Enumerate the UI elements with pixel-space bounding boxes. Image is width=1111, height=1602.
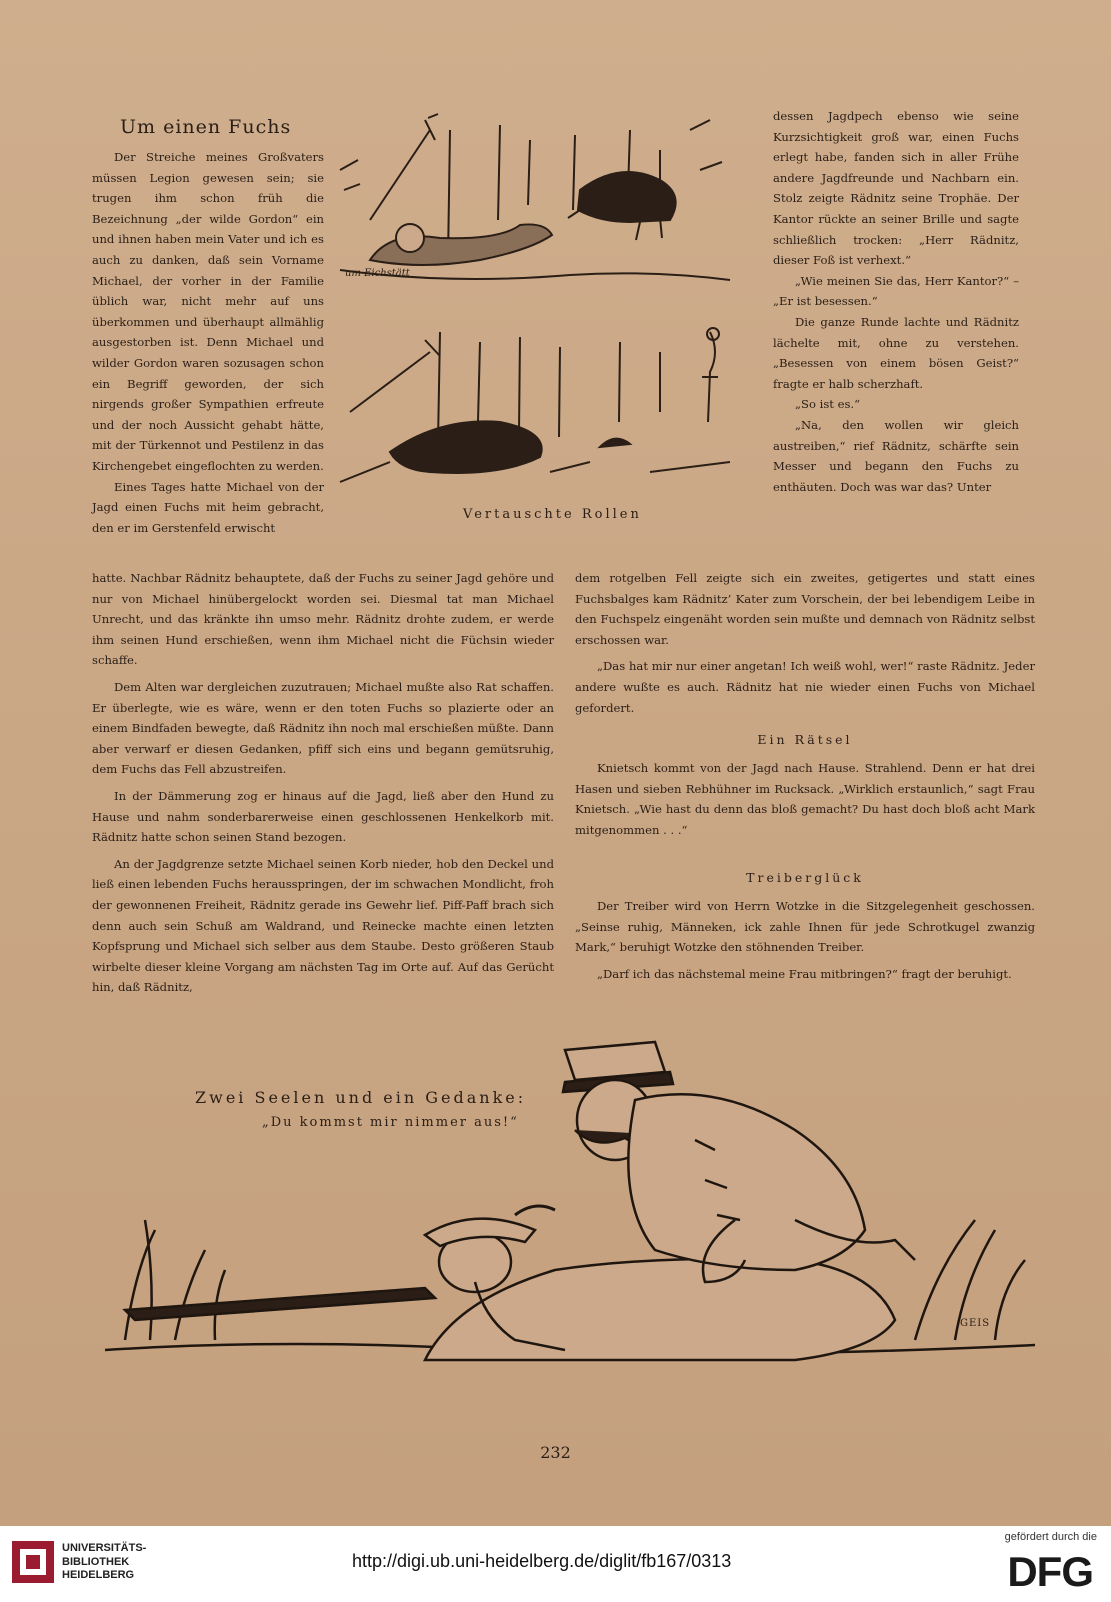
article2-paragraph: Knietsch kommt von der Jagd nach Hause. Strahlend. Denn er hat drei Hasen und sieben Rebhühner im Rucksack. „Wirklich erstaunlich,“ sagt Frau Knietsch. „Wie hast du denn das bloß gemacht? Du hast doch bloß acht Mark mitgenommen . . .“ xyxy=(575,761,1035,837)
digitization-footer xyxy=(0,1526,1111,1602)
article-title-ein-raetsel: Ein Rätsel xyxy=(757,732,853,747)
funding-credit: gefördert durch die xyxy=(1004,1531,1097,1543)
article1-right-column xyxy=(773,106,1019,497)
article1-left-column xyxy=(92,147,324,538)
article1-left-paragraph: Eines Tages hatte Michael von der Jagd einen Fuchs mit heim gebracht, den er im Gerstenfeld erwischt xyxy=(92,479,324,535)
article1-right-paragraph: „Wie meinen Sie das, Herr Kantor?“ – „Er ist besessen.“ xyxy=(773,273,1019,309)
cartoon-quote: „Du kommst mir nimmer aus!“ xyxy=(262,1115,519,1130)
illustration-middle-reversed-roles xyxy=(330,322,750,492)
article1-main-paragraph: An der Jagdgrenze setzte Michael seinen Korb nieder, hob den Deckel und ließ einen lebenden Fuchs herausspringen, der im schwachen Mondlicht, froh der gewonnenen Freiheit, Rädnitz gerade ins Gewehr lief. Piff-Paff brach sich denn auch sein Schuß am Waldrand, und Reinecke machte einen letzten Kopfsprung und Michael sich selber aus dem Staube. Desto größeren Staub wirbelte dieser kleine Vorgang am nächsten Tag im Orte auf. Auf das Gerücht hin, daß Rädnitz, xyxy=(92,856,554,995)
article1-ending-paragraph: „Das hat mir nur einer angetan! Ich weiß wohl, wer!“ raste Rädnitz. Jeder andere wußte es auch. Rädnitz hat nie wieder einen Fuchs von Michael gefordert. xyxy=(575,659,1035,715)
article2-body xyxy=(575,758,1035,840)
article-title-um-einen-fuchs: Um einen Fuchs xyxy=(120,116,292,138)
university-library-logo-icon xyxy=(12,1541,54,1583)
article1-main-paragraph: In der Dämmerung zog er hinaus auf die Jagd, ließ aber den Hund zu Hause und nahm sonderbarerweise einen geschlossenen Henkelkorb mit. Rädnitz hatte schon seinen Stand bezogen. xyxy=(92,788,554,845)
article1-right-paragraph: dessen Jagdpech ebenso wie seine Kurzsichtigkeit groß war, einen Fuchs erlegt habe, fanden sich in aller Frühe andere Jagdfreunde und Nachbarn ein. Stolz zeigte Rädnitz seine Trophäe. Der Kantor rückte an seiner Brille und sagte schließlich trocken: „Herr Rädnitz, dieser Foß ist verhext.“ xyxy=(773,109,1019,268)
library-name-line: UNIVERSITÄTS- xyxy=(62,1542,147,1554)
library-name-line: HEIDELBERG xyxy=(62,1569,135,1581)
cartoon-signature: GEIS xyxy=(960,1318,991,1329)
illustration-top-signature: um Eichstätt xyxy=(345,268,410,279)
permalink-url[interactable]: http://digi.ub.uni-heidelberg.de/diglit/fb167/0313 xyxy=(352,1551,732,1571)
article1-right-paragraph: Die ganze Runde lachte und Rädnitz lächelte mit, ohne zu verstehen. „Besessen von einem bösen Geist?“ fragte er halb scherzhaft. xyxy=(773,314,1019,391)
illustration-caption: Vertauschte Rollen xyxy=(463,507,642,522)
article1-left-paragraph: Der Streiche meines Großvaters müssen Legion gewesen sein; sie trugen ihm schon früh die Bezeichnung „der wilde Gordon“ ein und ihnen haben mein Vater und ich es auch zu danken, daß sein Vorname Michael, der vorher in der Familie üblich war, nicht mehr auf uns überkommen und überhaupt allmählig ausgestorben ist. Denn Michael und wilder Gordon waren sozusagen schon ein Begriff geworden, der sich nirgends großer Sympathien erfreute und der noch Aussicht gehabt hätte, mit der Türkennot und Pestilenz in das Kirchengebet eingeflochten zu werden. xyxy=(92,150,324,473)
article1-right-paragraph: „Na, den wollen wir gleich austreiben,“ rief Rädnitz, schärfte sein Messer und begann den Fuchs zu enthäuten. Doch was war das? Unter xyxy=(773,417,1019,494)
article-title-treiberglueck: Treiberglück xyxy=(746,870,864,885)
library-name-line: BIBLIOTHEK xyxy=(62,1555,130,1568)
dfg-logo: DFG xyxy=(1007,1548,1093,1595)
cartoon-illustration-two-hunters xyxy=(95,1020,1045,1400)
article1-ending-column xyxy=(575,568,1035,718)
article1-main-paragraph: hatte. Nachbar Rädnitz behauptete, daß der Fuchs zu seiner Jagd gehöre und nur von Michael hinübergelockt worden sei. Diesmal tat man Michael Unrecht, und das kränkte ihn umso mehr. Rädnitz drohte zudem, er werde ihm seinen Hund erschießen, wenn ihm Michael nicht die Füchsin wieder schaffe. xyxy=(92,571,554,668)
article3-body xyxy=(575,896,1035,984)
article1-right-paragraph: „So ist es.“ xyxy=(795,397,861,412)
article3-paragraph: Der Treiber wird von Herrn Wotzke in die Sitzgelegenheit geschossen. „Seinse ruhig, Männeken, ick zahle Ihnen für jede Schrotkugel zwanzig Mark,“ beruhigt Wotzke den stöhnenden Treiber. xyxy=(575,899,1035,955)
article1-main-column xyxy=(92,568,554,998)
cartoon-title: Zwei Seelen und ein Gedanke: xyxy=(195,1088,527,1107)
article1-main-paragraph: Dem Alten war dergleichen zuzutrauen; Michael mußte also Rat schaffen. Er überlegte, wie es wäre, wenn er den toten Fuchs so plazierte oder an einem Bindfaden bewegte, daß Rädnitz ihn noch mal erschießen müßte. Dann aber verwarf er diesen Gedanken, pfiff sich eins und begann gemütsruhig, dem Fuchs das Fell abzustreifen. xyxy=(92,679,554,777)
article1-ending-paragraph: dem rotgelben Fell zeigte sich ein zweites, getigertes und statt eines Fuchsbalges kam Rädnitz’ Kater zum Vorschein, der bei lebendigem Leibe in den Fuchspelz eingenäht worden sein mußte und demnach von Rädnitz selbst erschossen war. xyxy=(575,571,1035,647)
page-number: 232 xyxy=(540,1443,571,1462)
library-name xyxy=(62,1542,146,1583)
article3-paragraph: „Darf ich das nächstemal meine Frau mitbringen?“ fragt der beruhigt. xyxy=(597,966,1012,981)
